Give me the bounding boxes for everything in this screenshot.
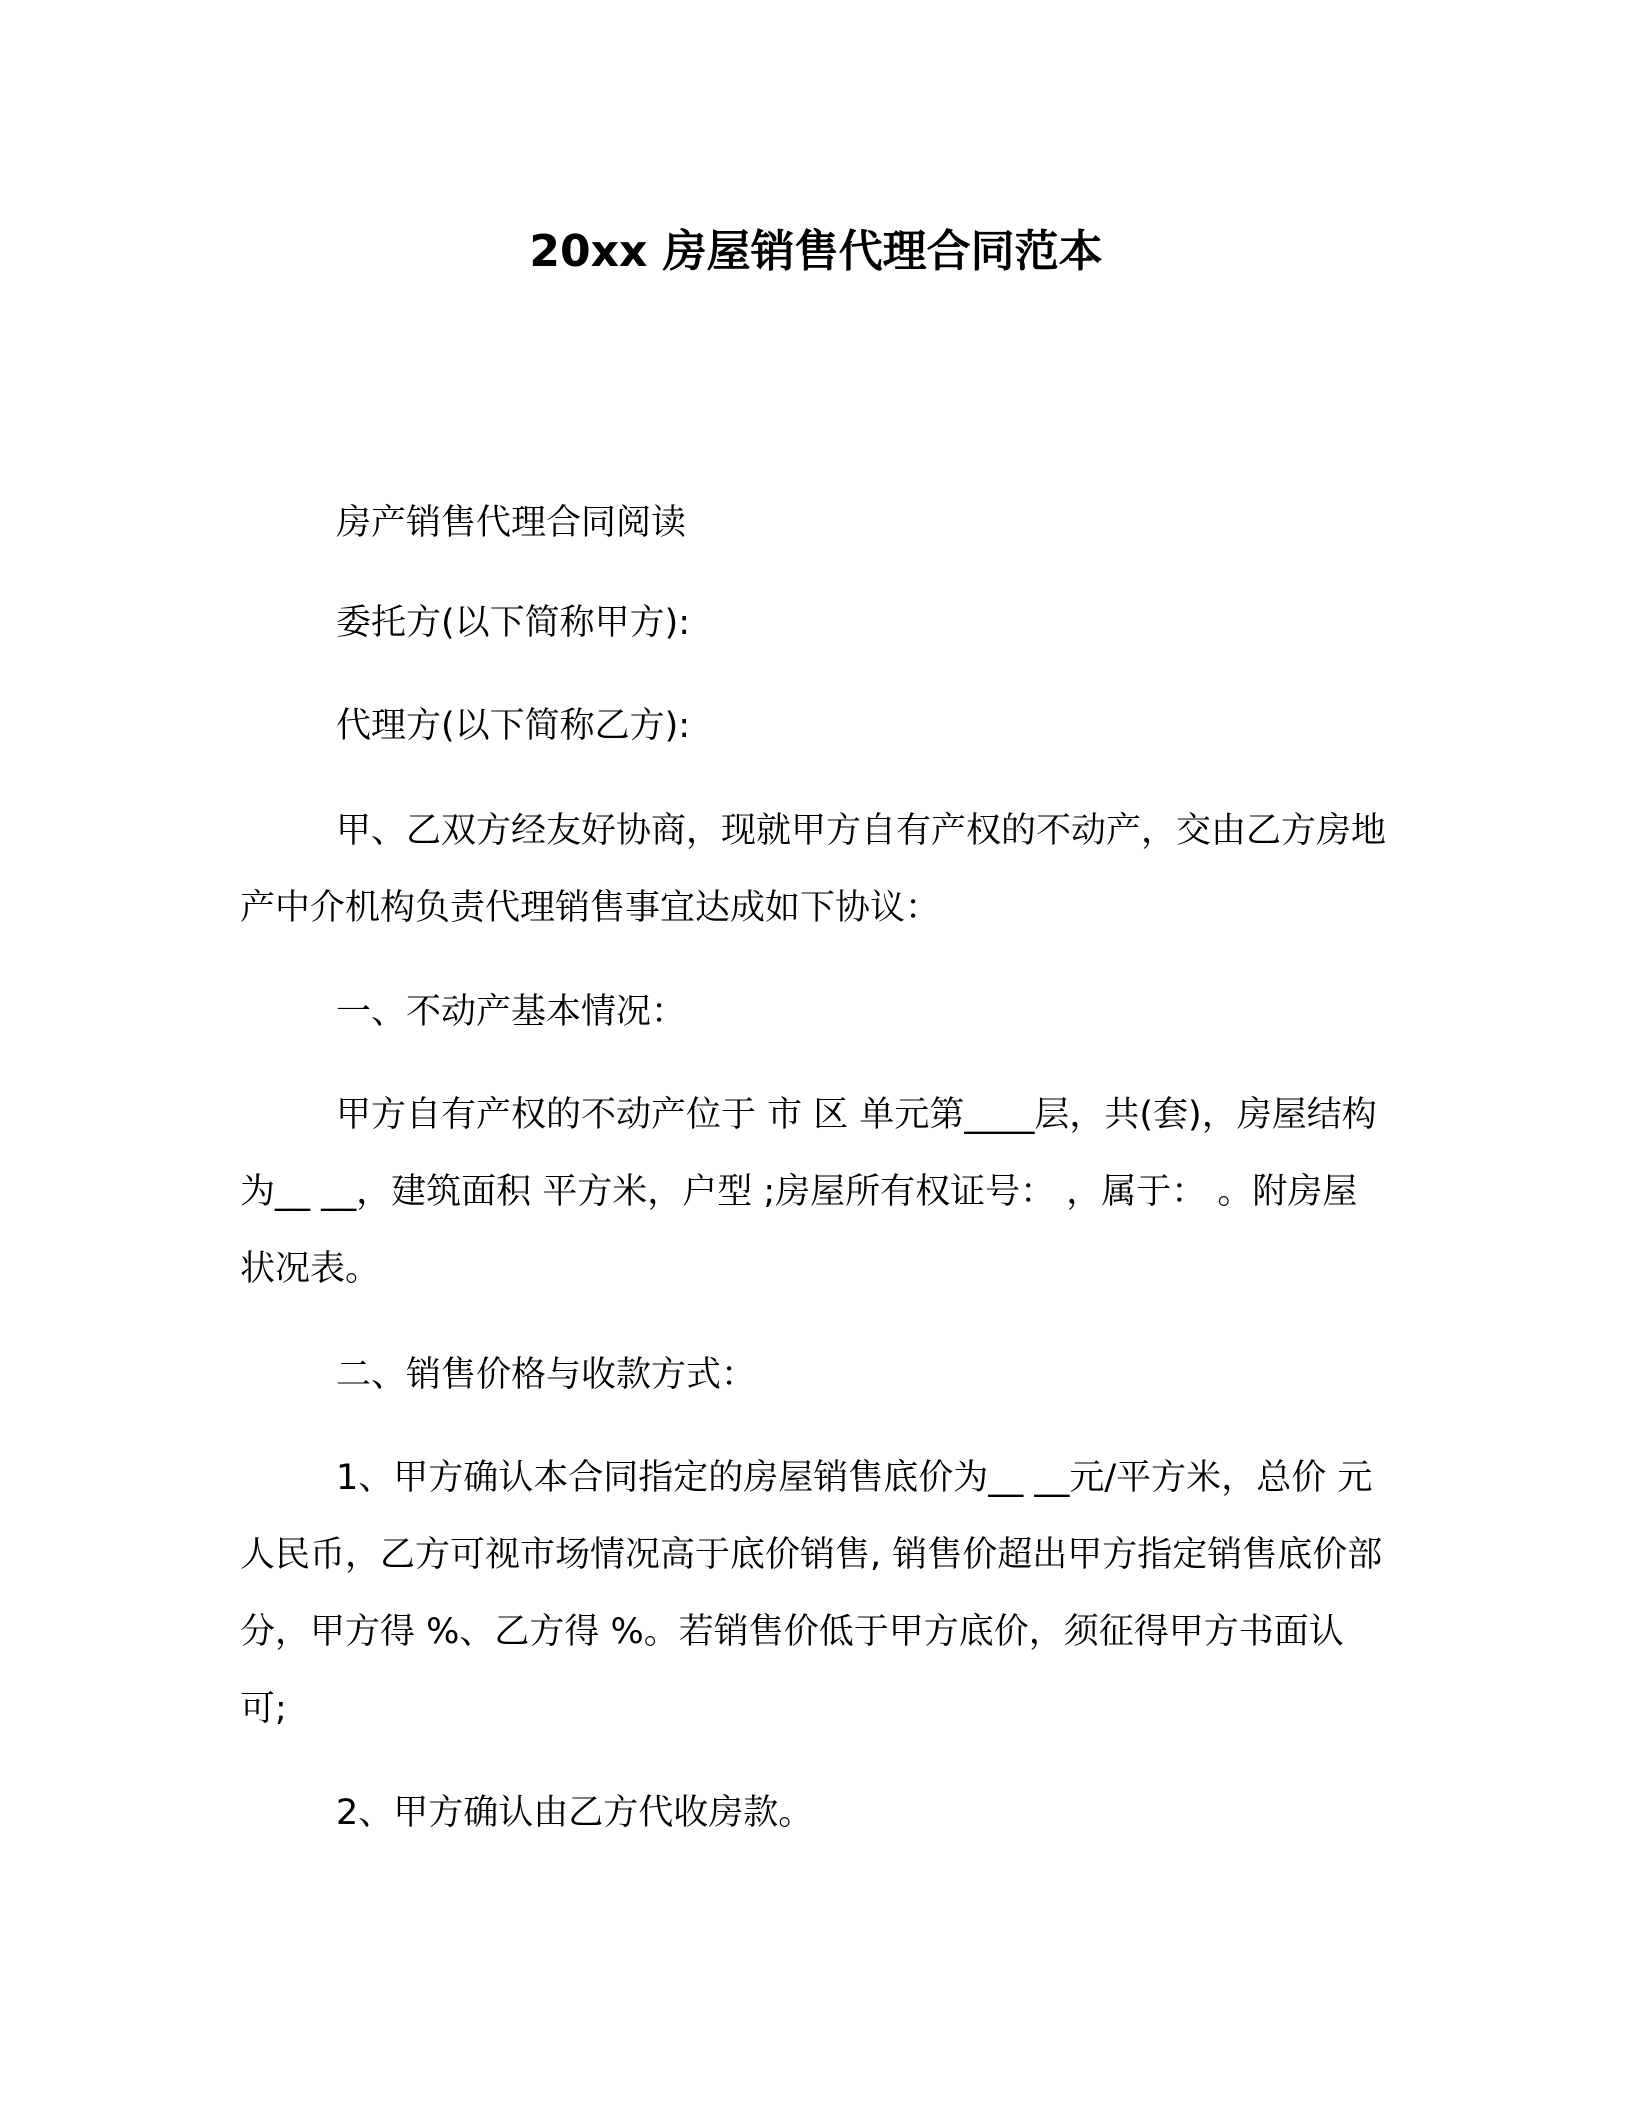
paragraph-agreement-intro: 甲、乙双方经友好协商，现就甲方自有产权的不动产，交由乙方房地产中介机构负责代理销售事宜达成如下协议：: [240, 811, 1387, 928]
paragraph-party-b: 代理方(以下简称乙方):: [336, 706, 691, 746]
document-title: 20xx 房屋销售代理合同范本: [529, 226, 1103, 277]
section-heading-price-payment: 二、销售价格与收款方式：: [336, 1355, 757, 1395]
paragraph-heading-reading: 房产销售代理合同阅读: [336, 503, 687, 543]
clause-1-base-price: 1、甲方确认本合同指定的房屋销售底价为__ __元/平方米，总价 元人民币，乙方可视市场情况高于底价销售, 销售价超出甲方指定销售底价部分，甲方得 %、乙方得 %。若销售价低于甲方底价，须征得甲方书面认可;: [240, 1458, 1383, 1729]
paragraph-property-details: 甲方自有产权的不动产位于 市 区 单元第____层，共(套)，房屋结构为__ __，建筑面积 平方米，户型 ;房屋所有权证号： ，属于： 。附房屋状况表。: [240, 1095, 1377, 1289]
clause-2-payment-collection: 2、甲方确认由乙方代收房款。: [336, 1793, 814, 1833]
paragraph-party-a: 委托方(以下简称甲方):: [336, 603, 691, 643]
section-heading-property-info: 一、不动产基本情况：: [336, 992, 687, 1032]
